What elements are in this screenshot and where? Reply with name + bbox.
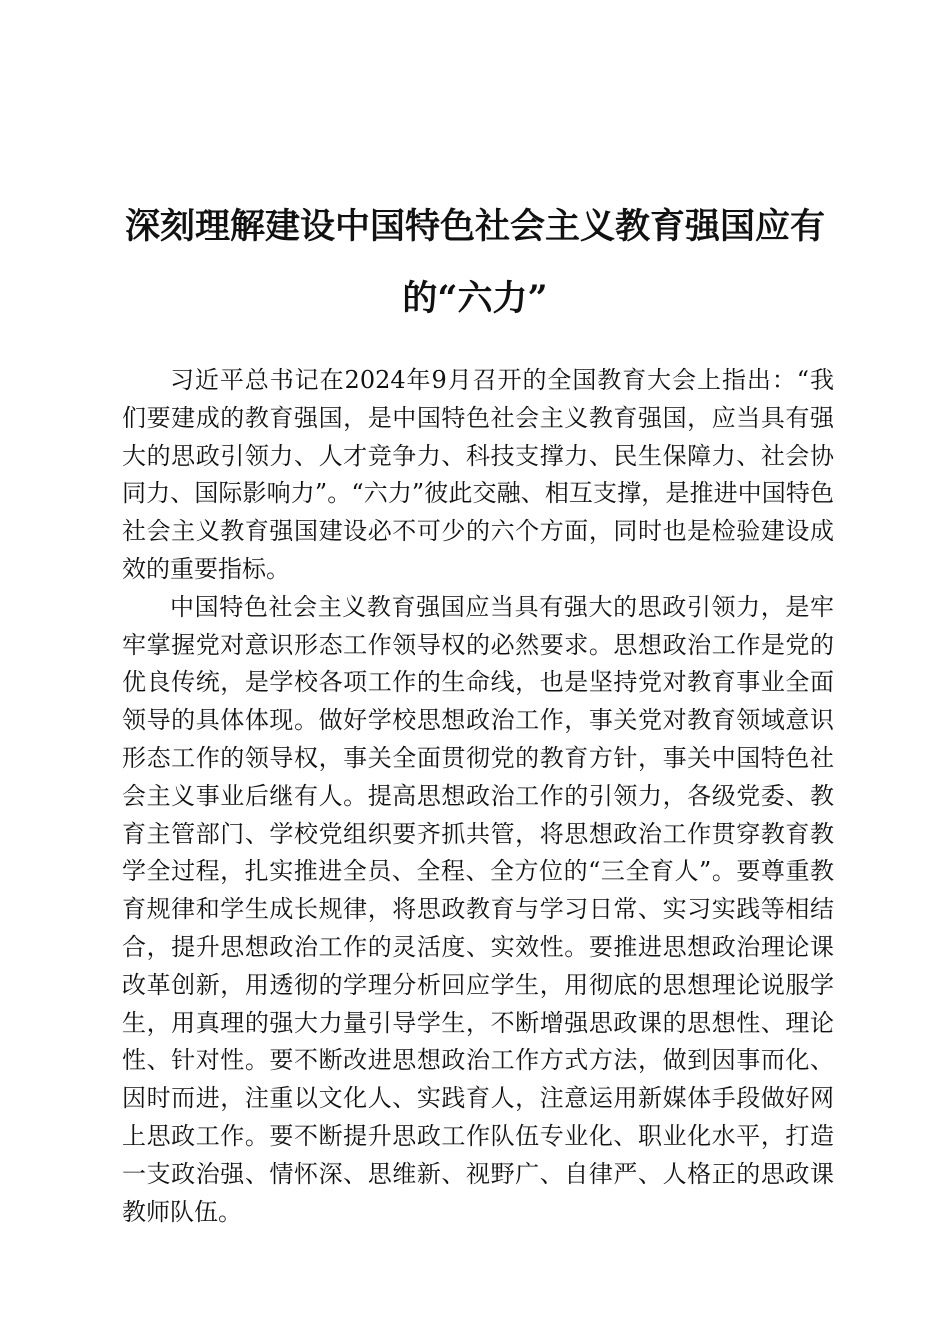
- paragraph-1: 习近平总书记在2024年9月召开的全国教育大会上指出：“我们要建成的教育强国，是中国特色社会主义教育强国，应当具有强大的思政引领力、人才竞争力、科技支撑力、民生保障力、社会协同力、国际影响力”。“六力”彼此交融、相互支撑，是推进中国特色社会主义教育强国建设必不可少的六个方面，同时也是检验建设成效的重要指标。: [122, 366, 834, 583]
- document-body: [122, 362, 834, 1231]
- title-line-1: 深刻理解建设中国特色社会主义教育强国应有: [124, 206, 825, 248]
- paragraph-2: 中国特色社会主义教育强国应当具有强大的思政引领力，是牢牢掌握党对意识形态工作领导权的必然要求。思想政治工作是党的优良传统，是学校各项工作的生命线，也是坚持党对教育事业全面领导的具体体现。做好学校思想政治工作，事关党对教育领域意识形态工作的领导权，事关全面贯彻党的教育方针，事关中国特色社会主义事业后继有人。提高思想政治工作的引领力，各级党委、教育主管部门、学校党组织要齐抓共管，将思想政治工作贯穿教育教学全过程，扎实推进全员、全程、全方位的“三全育人”。要尊重教育规律和学生成长规律，将思政教育与学习日常、实习实践等相结合，提升思想政治工作的灵活度、实效性。要推进思想政治理论课改革创新，用透彻的学理分析回应学生，用彻底的思想理论说服学生，用真理的强大力量引导学生，不断增强思政课的思想性、理论性、针对性。要不断改进思想政治工作方式方法，做到因事而化、因时而进，注重以文化人、实践育人，注意运用新媒体手段做好网上思政工作。要不断提升思政工作队伍专业化、职业化水平，打造一支政治强、情怀深、思维新、视野广、自律严、人格正的思政课教师队伍。: [122, 592, 834, 1226]
- title-line-2: 的“六力”: [402, 278, 548, 320]
- document-title: [110, 191, 840, 335]
